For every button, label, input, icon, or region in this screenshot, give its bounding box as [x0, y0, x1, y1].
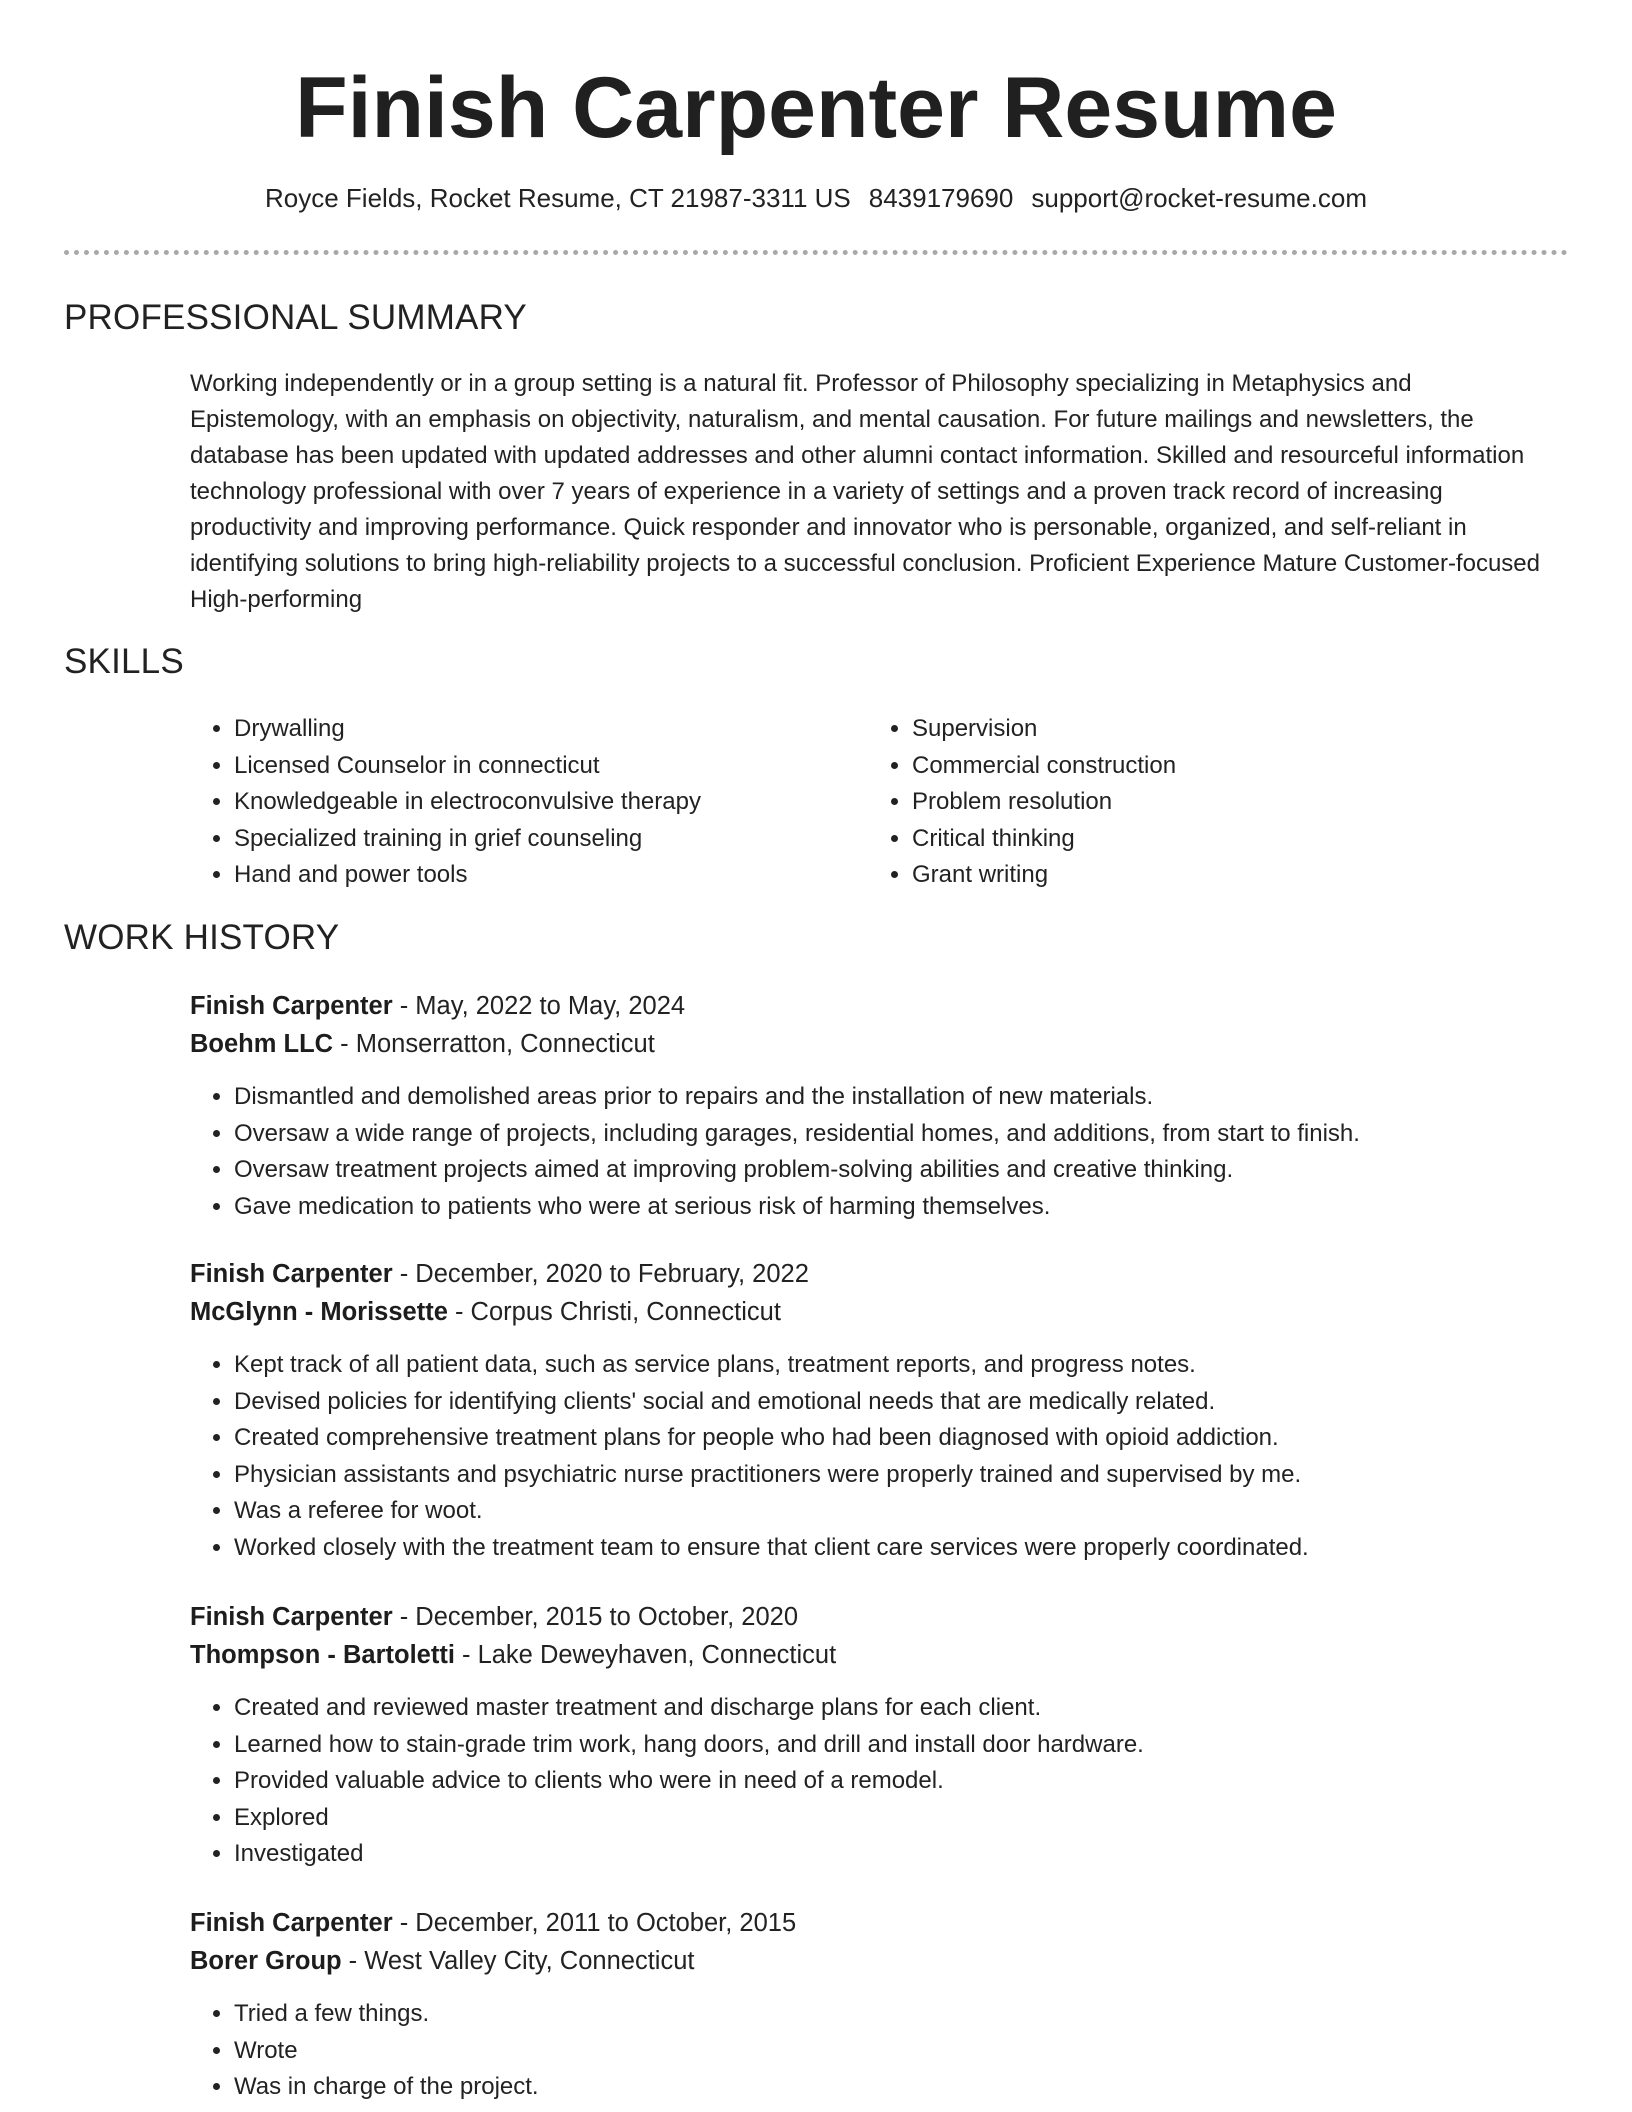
resume-title: Finish Carpenter Resume: [295, 60, 1337, 156]
job-bullet: • Was a referee for woot.: [234, 1493, 1570, 1530]
job-entry: [190, 987, 1570, 1225]
job-bullet: • Was in charge of the project.: [234, 2069, 1570, 2106]
header-divider: [64, 250, 1568, 255]
job-title-line: [190, 1598, 1570, 1636]
job-bullet: • Kept track of all patient data, such as service plans, treatment reports, and progress notes.: [234, 1347, 1570, 1384]
job-entry: [190, 1255, 1570, 1566]
contact-line: [0, 181, 1632, 215]
job-bullets: [190, 1690, 1570, 1873]
job-company-line: [190, 1636, 1570, 1674]
skills-list-right: [868, 711, 1508, 894]
skills-column-right: [868, 711, 1508, 894]
skills-heading: SKILLS: [64, 642, 184, 681]
summary-text: Working independently or in a group setting is a natural fit. Professor of Philosophy specializing in Metaphysics and Epistemology, with an emphasis on objectivity, naturalism, and mental causation. For future mailings and newsletters, the database has been updated with updated addresses and other alumni contact information. Skilled and resourceful information technology professional with over 7 years of experience in a variety of settings and a proven track record of increasing productivity and improving performance. Quick responder and innovator who is personable, organized, and self-reliant in identifying solutions to bring high-reliability projects to a successful conclusion. Proficient Experience Mature Customer-focused High-performing: [190, 370, 1540, 613]
contact-phone: 8439179690: [868, 183, 1014, 213]
job-title-line: [190, 1904, 1570, 1942]
job-bullet: • Devised policies for identifying clients' social and emotional needs that are medically related.: [234, 1384, 1570, 1421]
job-entry: [190, 1598, 1570, 1873]
skills-column-left: [190, 711, 830, 894]
job-title: Finish Carpenter: [190, 1603, 393, 1631]
skill-item: • Critical thinking: [912, 821, 1508, 858]
job-title: Finish Carpenter: [190, 1260, 393, 1288]
job-bullet: • Gave medication to patients who were at serious risk of harming themselves.: [234, 1189, 1570, 1226]
skills-list-left: [190, 711, 830, 894]
job-dates: - May, 2022 to May, 2024: [392, 992, 686, 1020]
job-location: - Monserratton, Connecticut: [333, 1030, 655, 1058]
work-history-heading: WORK HISTORY: [64, 918, 340, 957]
job-company: McGlynn - Morissette: [190, 1298, 448, 1326]
skill-item: • Commercial construction: [912, 748, 1508, 785]
job-company: Thompson - Bartoletti: [190, 1641, 455, 1669]
job-company: Boehm LLC: [190, 1030, 334, 1058]
job-bullet: • Explored: [234, 1800, 1570, 1837]
job-bullet: • Created and reviewed master treatment and discharge plans for each client.: [234, 1690, 1570, 1727]
skill-item: • Grant writing: [912, 857, 1508, 894]
job-entry: [190, 1904, 1570, 2106]
job-bullet: • Oversaw treatment projects aimed at improving problem-solving abilities and creative thinking.: [234, 1152, 1570, 1189]
job-bullet: • Dismantled and demolished areas prior to repairs and the installation of new materials.: [234, 1079, 1570, 1116]
skill-item: • Specialized training in grief counseling: [234, 821, 830, 858]
skill-item: • Knowledgeable in electroconvulsive therapy: [234, 784, 830, 821]
job-location: - Corpus Christi, Connecticut: [447, 1298, 781, 1326]
job-company: Borer Group: [190, 1947, 342, 1975]
job-location: - Lake Deweyhaven, Connecticut: [454, 1641, 837, 1669]
job-bullet: • Created comprehensive treatment plans for people who had been diagnosed with opioid addiction.: [234, 1420, 1570, 1457]
summary-heading: PROFESSIONAL SUMMARY: [64, 298, 527, 337]
skill-item: • Drywalling: [234, 711, 830, 748]
skill-item: • Licensed Counselor in connecticut: [234, 748, 830, 785]
job-bullet: • Learned how to stain-grade trim work, hang doors, and drill and install door hardware.: [234, 1727, 1570, 1764]
job-bullet: • Oversaw a wide range of projects, including garages, residential homes, and additions, from start to finish.: [234, 1116, 1570, 1153]
contact-email: support@rocket-resume.com: [1031, 183, 1367, 213]
skill-item: • Problem resolution: [912, 784, 1508, 821]
job-company-line: [190, 1025, 1570, 1063]
job-title-line: [190, 1255, 1570, 1293]
job-title: Finish Carpenter: [190, 992, 393, 1020]
job-title: Finish Carpenter: [190, 1909, 393, 1937]
job-dates: - December, 2020 to February, 2022: [392, 1260, 809, 1288]
job-company-line: [190, 1293, 1570, 1331]
job-title-line: [190, 987, 1570, 1025]
job-bullets: [190, 1347, 1570, 1566]
job-bullet: • Provided valuable advice to clients who were in need of a remodel.: [234, 1763, 1570, 1800]
job-bullet: • Wrote: [234, 2033, 1570, 2070]
job-bullets: [190, 1079, 1570, 1225]
job-bullet: • Investigated: [234, 1836, 1570, 1873]
job-dates: - December, 2011 to October, 2015: [392, 1909, 797, 1937]
job-location: - West Valley City, Connecticut: [341, 1947, 695, 1975]
contact-address: Royce Fields, Rocket Resume, CT 21987-3311 US: [265, 183, 851, 213]
job-dates: - December, 2015 to October, 2020: [392, 1603, 799, 1631]
skill-item: • Supervision: [912, 711, 1508, 748]
job-bullet: • Tried a few things.: [234, 1996, 1570, 2033]
job-company-line: [190, 1942, 1570, 1980]
job-bullet: • Worked closely with the treatment team to ensure that client care services were properly coordinated.: [234, 1530, 1570, 1567]
job-bullet: • Physician assistants and psychiatric nurse practitioners were properly trained and supervised by me.: [234, 1457, 1570, 1494]
job-bullets: [190, 1996, 1570, 2106]
skill-item: • Hand and power tools: [234, 857, 830, 894]
